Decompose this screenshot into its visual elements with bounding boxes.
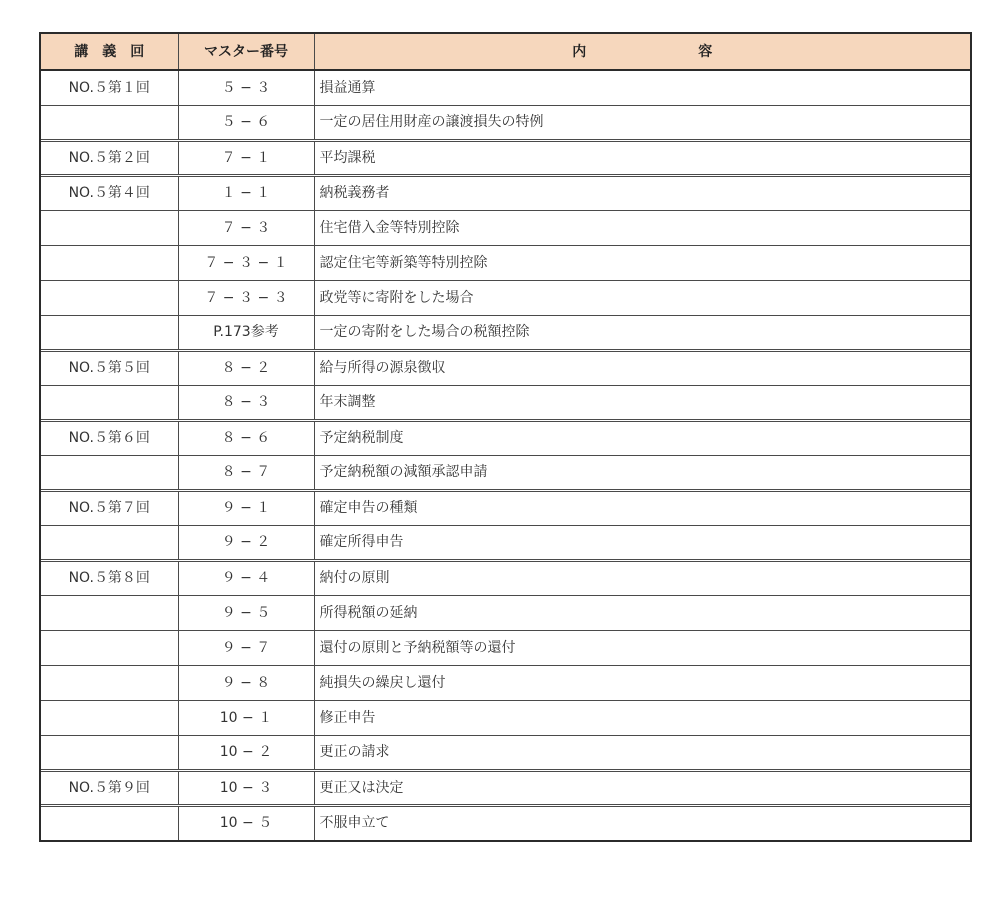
table-row xyxy=(41,630,970,665)
table-row xyxy=(41,140,970,175)
table-row xyxy=(41,175,970,210)
lecture-cell xyxy=(41,105,178,140)
content-cell: 修正申告 xyxy=(314,700,970,735)
table-row xyxy=(41,805,970,840)
lecture-schedule-table-frame xyxy=(39,32,972,842)
master-number-cell: ５ − ６ xyxy=(178,105,314,140)
lecture-cell xyxy=(41,630,178,665)
master-number-cell: １ − １ xyxy=(178,175,314,210)
content-cell: 政党等に寄附をした場合 xyxy=(314,280,970,315)
lecture-cell xyxy=(41,805,178,840)
lecture-cell: NO.５第８回 xyxy=(41,560,178,595)
master-number-cell: ９ − ５ xyxy=(178,595,314,630)
header-lecture: 講 義 回 xyxy=(41,34,178,70)
table-row xyxy=(41,210,970,245)
table-row xyxy=(41,455,970,490)
table-row xyxy=(41,315,970,350)
content-cell: 給与所得の源泉徴収 xyxy=(314,350,970,385)
table-row xyxy=(41,350,970,385)
master-number-cell: ９ − ７ xyxy=(178,630,314,665)
table-row xyxy=(41,735,970,770)
content-cell: 損益通算 xyxy=(314,70,970,105)
lecture-cell xyxy=(41,595,178,630)
content-cell: 純損失の繰戻し還付 xyxy=(314,665,970,700)
master-number-cell: ７ − ３ − ３ xyxy=(178,280,314,315)
content-cell: 確定申告の種類 xyxy=(314,490,970,525)
lecture-cell xyxy=(41,665,178,700)
master-number-cell: ８ − ６ xyxy=(178,420,314,455)
table-body xyxy=(41,70,970,840)
master-number-cell: P.173参考 xyxy=(178,315,314,350)
table-row xyxy=(41,245,970,280)
lecture-cell xyxy=(41,735,178,770)
header-content-char-2: 容 xyxy=(698,43,713,60)
content-cell: 納税義務者 xyxy=(314,175,970,210)
lecture-cell: NO.５第１回 xyxy=(41,70,178,105)
table-row xyxy=(41,770,970,805)
lecture-cell xyxy=(41,700,178,735)
table-row xyxy=(41,490,970,525)
lecture-cell: NO.５第７回 xyxy=(41,490,178,525)
content-cell: 不服申立て xyxy=(314,805,970,840)
table-row xyxy=(41,420,970,455)
master-number-cell: ７ − ３ − １ xyxy=(178,245,314,280)
table-row xyxy=(41,70,970,105)
lecture-cell xyxy=(41,210,178,245)
lecture-cell: NO.５第２回 xyxy=(41,140,178,175)
content-cell: 予定納税額の減額承認申請 xyxy=(314,455,970,490)
master-number-cell: 10 − ３ xyxy=(178,770,314,805)
lecture-cell xyxy=(41,385,178,420)
master-number-cell: ９ − １ xyxy=(178,490,314,525)
header-master-number: マスター番号 xyxy=(178,34,314,70)
content-cell: 更正の請求 xyxy=(314,735,970,770)
content-cell: 住宅借入金等特別控除 xyxy=(314,210,970,245)
content-cell: 所得税額の延納 xyxy=(314,595,970,630)
table-row xyxy=(41,560,970,595)
master-number-cell: ８ − ７ xyxy=(178,455,314,490)
master-number-cell: ５ − ３ xyxy=(178,70,314,105)
table-row xyxy=(41,105,970,140)
table-row xyxy=(41,525,970,560)
lecture-cell: NO.５第９回 xyxy=(41,770,178,805)
master-number-cell: ７ − ３ xyxy=(178,210,314,245)
master-number-cell: ７ − １ xyxy=(178,140,314,175)
master-number-cell: ９ − ４ xyxy=(178,560,314,595)
table-row xyxy=(41,385,970,420)
master-number-cell: 10 − ５ xyxy=(178,805,314,840)
content-cell: 一定の居住用財産の譲渡損失の特例 xyxy=(314,105,970,140)
content-cell: 予定納税制度 xyxy=(314,420,970,455)
content-cell: 平均課税 xyxy=(314,140,970,175)
table-row xyxy=(41,595,970,630)
lecture-cell: NO.５第５回 xyxy=(41,350,178,385)
header-content xyxy=(314,34,970,70)
content-cell: 一定の寄附をした場合の税額控除 xyxy=(314,315,970,350)
content-cell: 認定住宅等新築等特別控除 xyxy=(314,245,970,280)
table-header xyxy=(41,34,970,70)
lecture-cell xyxy=(41,315,178,350)
master-number-cell: ８ − ２ xyxy=(178,350,314,385)
lecture-cell: NO.５第４回 xyxy=(41,175,178,210)
table-row xyxy=(41,665,970,700)
header-content-char-1: 内 xyxy=(572,43,587,60)
master-number-cell: ９ − ８ xyxy=(178,665,314,700)
content-cell: 年末調整 xyxy=(314,385,970,420)
content-cell: 還付の原則と予納税額等の還付 xyxy=(314,630,970,665)
table-row xyxy=(41,700,970,735)
content-cell: 確定所得申告 xyxy=(314,525,970,560)
lecture-cell xyxy=(41,455,178,490)
lecture-cell xyxy=(41,245,178,280)
lecture-cell xyxy=(41,280,178,315)
master-number-cell: ９ − ２ xyxy=(178,525,314,560)
table-row xyxy=(41,280,970,315)
header-row xyxy=(41,34,970,70)
lecture-schedule-table xyxy=(41,34,970,840)
lecture-cell xyxy=(41,525,178,560)
content-cell: 更正又は決定 xyxy=(314,770,970,805)
content-cell: 納付の原則 xyxy=(314,560,970,595)
master-number-cell: 10 − １ xyxy=(178,700,314,735)
lecture-cell: NO.５第６回 xyxy=(41,420,178,455)
master-number-cell: 10 − ２ xyxy=(178,735,314,770)
master-number-cell: ８ − ３ xyxy=(178,385,314,420)
